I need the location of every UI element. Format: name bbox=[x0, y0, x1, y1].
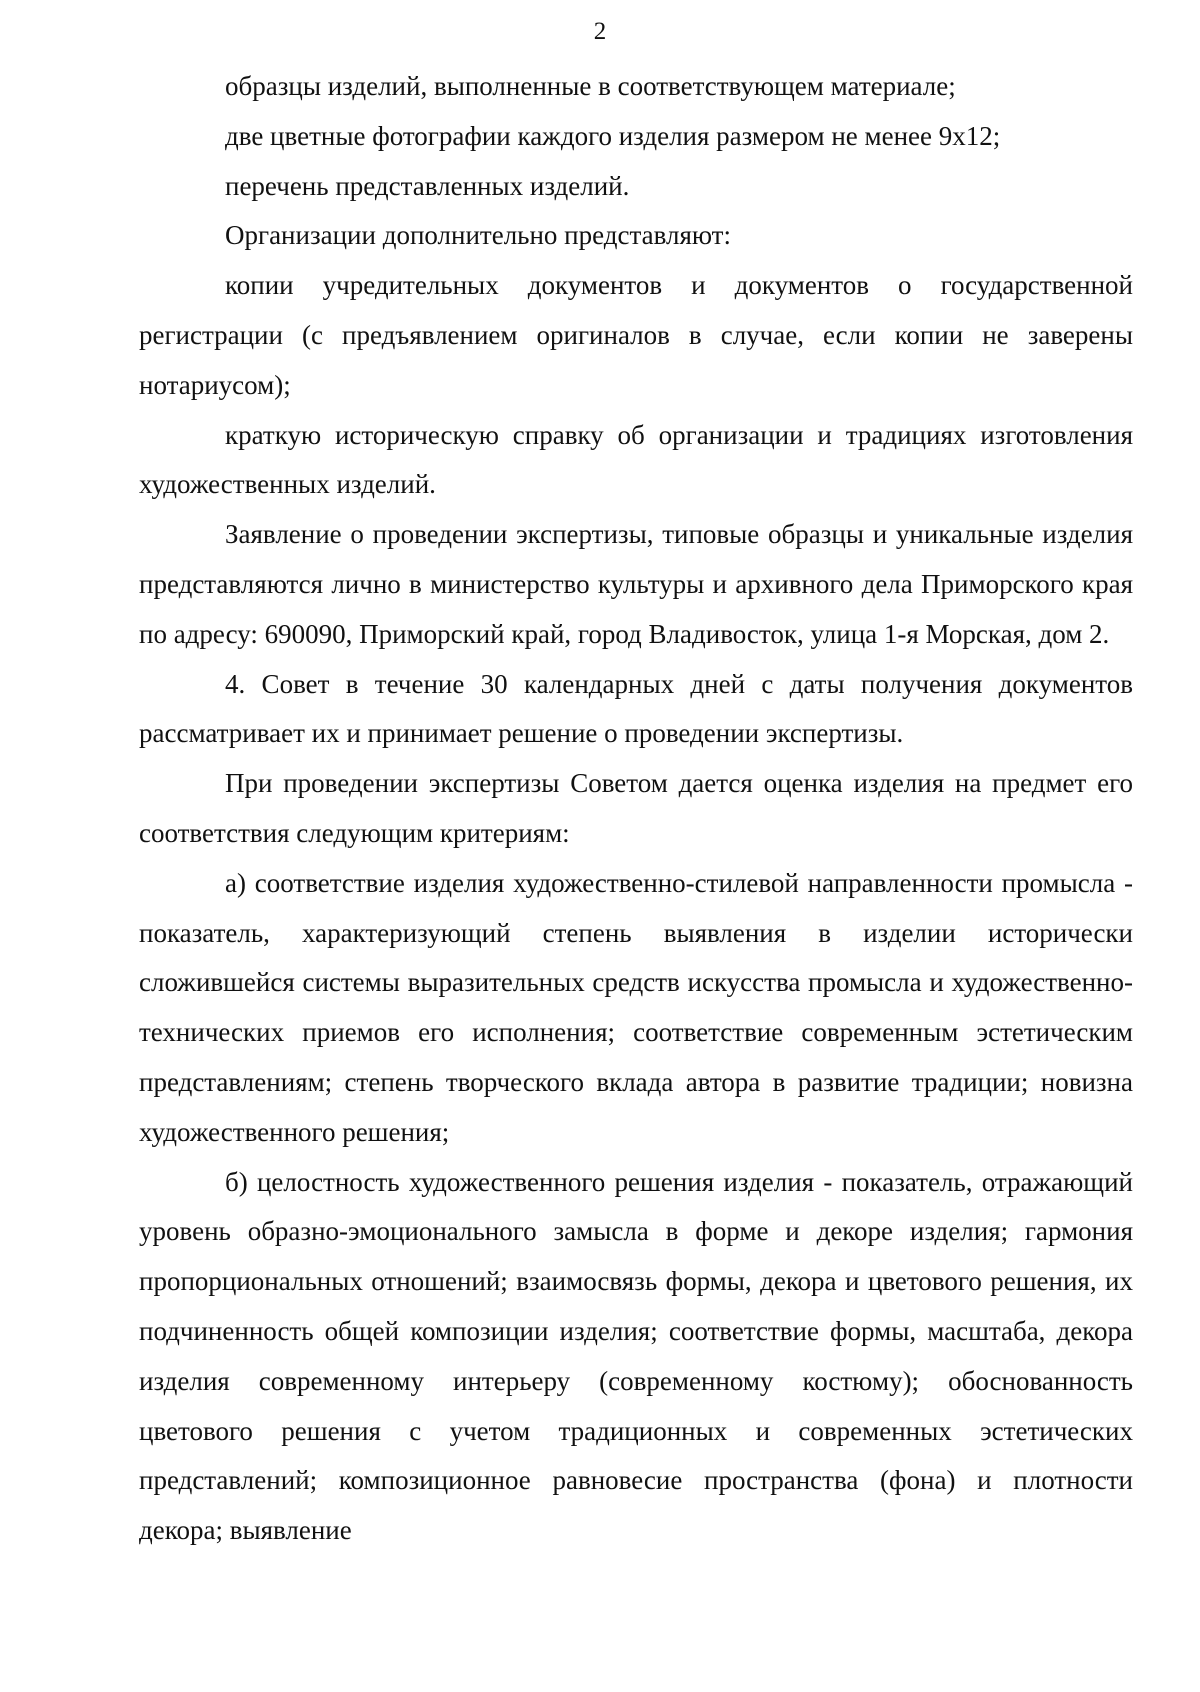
paragraph-history: краткую историческую справку об организации и традициях изготовления художественных изделий. bbox=[139, 419, 1133, 500]
paragraph-criteria-intro: При проведении экспертизы Советом дается оценка изделия на предмет его соответствия следующим критериям: bbox=[139, 768, 1133, 848]
paragraph-list: перечень представленных изделий. bbox=[225, 170, 630, 201]
paragraph-organizations: Организации дополнительно представляют: bbox=[225, 220, 731, 251]
paragraph-photos: две цветные фотографии каждого изделия размером не менее 9х12; bbox=[225, 120, 1001, 151]
page-number: 2 bbox=[593, 18, 607, 45]
document-body bbox=[139, 62, 1133, 1556]
paragraph-samples: образцы изделий, выполненные в соответствующем материале; bbox=[225, 71, 956, 101]
paragraph-application: Заявление о проведении экспертизы, типовые образцы и уникальные изделия представляются лично в министерство культуры и архивного дела Приморского края по адресу: 690090, Приморский край, город Владивосток, улица 1-я Морская, дом 2. bbox=[139, 519, 1133, 649]
paragraph-council-review: 4. Совет в течение 30 календарных дней с даты получения документов рассматривает их и принимает решение о проведении экспертизы. bbox=[139, 668, 1133, 749]
paragraph-criterion-a: а) соответствие изделия художественно-стилевой направленности промысла - показатель, характеризующий степень выявления в изделии исторически сложившейся системы выразительных средств искусства промысла и художественно-технических приемов его исполнения; соответствие современным эстетическим представлениям; степень творческого вклада автора в развитие традиции; новизна художественного решения; bbox=[139, 867, 1133, 1147]
paragraph-criterion-b: б) целостность художественного решения изделия - показатель, отражающий уровень образно-эмоционального замысла в форме и декоре изделия; гармония пропорциональных отношений; взаимосвязь формы, декора и цветового решения, их подчиненность общей композиции изделия; соответствие формы, масштаба, декора изделия современному интерьеру (современному костюму); обоснованность цветового решения с учетом традиционных и современных эстетических представлений; композиционное равновесие пространства (фона) и плотности декора; выявление bbox=[139, 1166, 1133, 1546]
paragraph-founding-docs: копии учредительных документов и документов о государственной регистрации (с предъявлением оригиналов в случае, если копии не заверены нотариусом); bbox=[139, 270, 1133, 400]
